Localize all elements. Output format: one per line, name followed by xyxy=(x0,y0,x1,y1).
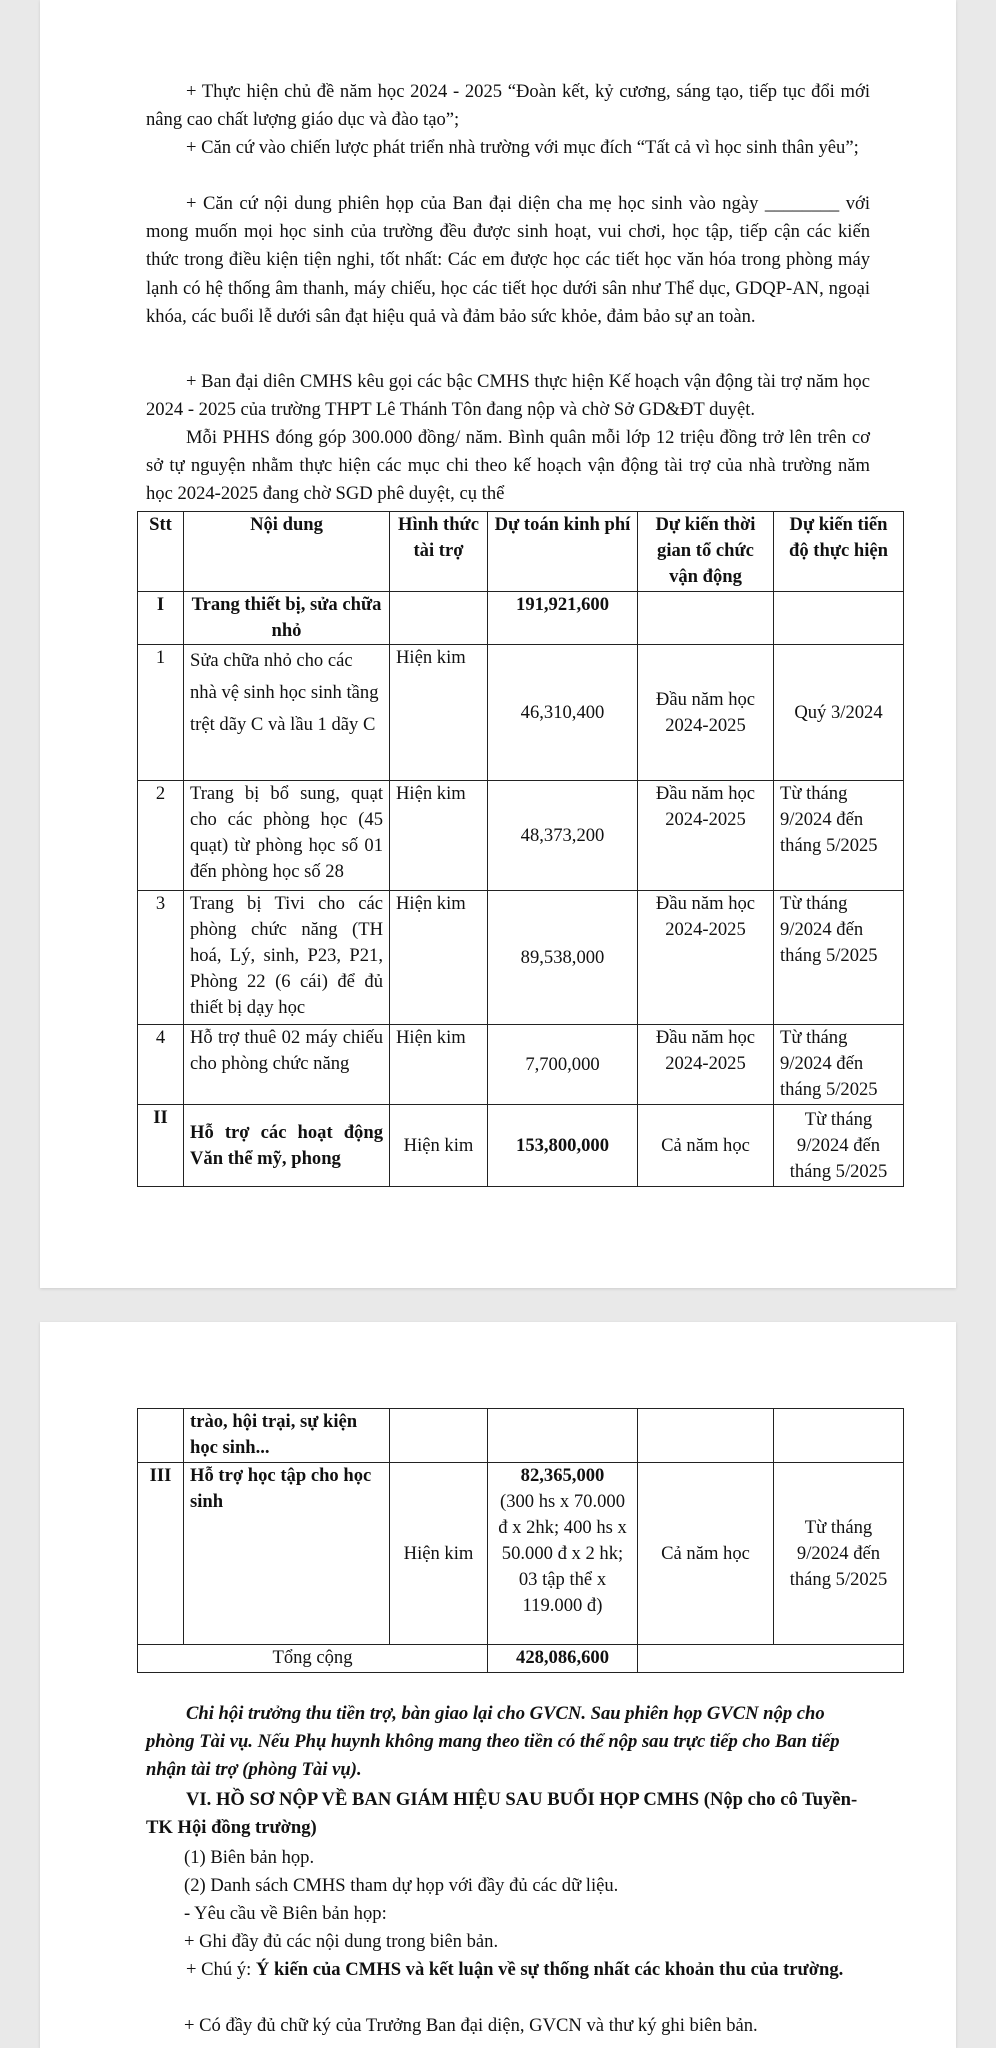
header-content: Nội dung xyxy=(184,512,390,592)
cell-time: Đầu năm học 2024-2025 xyxy=(638,891,774,1025)
intro-paragraph-2: + Căn cứ vào chiến lược phát triển nhà trường với mục đích “Tất cả vì học sinh thân yêu”; xyxy=(186,137,859,158)
cell-stt: III xyxy=(138,1463,184,1645)
cell-cost: 48,373,200 xyxy=(488,781,638,891)
cell-form: Hiện kim xyxy=(390,891,488,1025)
cell-form: Hiện kim xyxy=(390,645,488,781)
cell-progress: Từ tháng 9/2024 đến tháng 5/2025 xyxy=(774,1463,904,1645)
cell-form: Hiện kim xyxy=(390,1105,488,1187)
requirement-2-prefix: + Chú ý: xyxy=(186,1959,256,1980)
cell-time: Cả năm học xyxy=(638,1105,774,1187)
requirement-1: + Ghi đầy đủ các nội dung trong biên bản. xyxy=(184,1931,499,1952)
cell-stt: II xyxy=(138,1105,184,1187)
collection-note: Chi hội trưởng thu tiền trợ, bàn giao lại cho GVCN. Sau phiên họp GVCN nộp cho phòng Tài vụ. Nếu Phụ huynh không mang theo tiền có thể nộp sau trực tiếp cho Ban tiếp nhận tài trợ (phòng Tài vụ). xyxy=(146,1703,840,1780)
total-value: 428,086,600 xyxy=(488,1645,638,1673)
cell-time: Đầu năm học 2024-2025 xyxy=(638,781,774,891)
cell-time: Đầu năm học 2024-2025 xyxy=(638,1025,774,1105)
cell-stt: 4 xyxy=(138,1025,184,1105)
cell-cost: 7,700,000 xyxy=(488,1025,638,1105)
section-6-requirements: - Yêu cầu về Biên bản họp: xyxy=(184,1903,387,1924)
requirement-2-emphasis: Ý kiến của CMHS và kết luận về sự thống nhất các khoản thu của trường. xyxy=(255,1959,844,1980)
cell-form: Hiện kim xyxy=(390,1025,488,1105)
header-cost: Dự toán kinh phí xyxy=(488,512,638,592)
section-6-item-2: (2) Danh sách CMHS tham dự họp với đầy đủ các dữ liệu. xyxy=(184,1875,619,1896)
cell-content: Sửa chữa nhỏ cho các nhà vệ sinh học sinh tầng trệt dãy C và lầu 1 dãy C xyxy=(184,645,390,781)
table-row xyxy=(138,645,904,781)
header-progress: Dự kiến tiến độ thực hiện xyxy=(774,512,904,592)
cell-form: Hiện kim xyxy=(390,1463,488,1645)
total-empty xyxy=(638,1645,904,1673)
header-time: Dự kiến thời gian tổ chức vận động xyxy=(638,512,774,592)
table-row xyxy=(138,592,904,645)
table-row xyxy=(138,1105,904,1187)
cell-time: Cả năm học xyxy=(638,1463,774,1645)
cell-content: Hỗ trợ học tập cho học sinh xyxy=(184,1463,390,1645)
cell-stt: 3 xyxy=(138,891,184,1025)
cell-form xyxy=(390,592,488,645)
intro-paragraph-1: + Thực hiện chủ đề năm học 2024 - 2025 “Đoàn kết, kỷ cương, sáng tạo, tiếp tục đổi mới nâng cao chất lượng giáo dục và đào tạo”; xyxy=(146,81,870,130)
cell-cost: 191,921,600 xyxy=(488,592,638,645)
cell-time xyxy=(638,1409,774,1463)
cell-content: trào, hội trại, sự kiện học sinh... xyxy=(184,1409,390,1463)
table-row xyxy=(138,781,904,891)
table-header-row xyxy=(138,512,904,592)
header-stt: Stt xyxy=(138,512,184,592)
cell-progress: Từ tháng 9/2024 đến tháng 5/2025 xyxy=(774,781,904,891)
cell-time xyxy=(638,592,774,645)
cell-stt: 1 xyxy=(138,645,184,781)
table-row xyxy=(138,1409,904,1463)
sponsorship-table-continued xyxy=(137,1408,904,1673)
cell-cost: 89,538,000 xyxy=(488,891,638,1025)
table-row xyxy=(138,1463,904,1645)
cell-form: Hiện kim xyxy=(390,781,488,891)
cell-progress xyxy=(774,592,904,645)
cell-content: Trang bị bổ sung, quạt cho các phòng học (45 quạt) từ phòng học số 01 đến phòng học số 28 xyxy=(184,781,390,891)
cell-stt: 2 xyxy=(138,781,184,891)
cost-detail: (300 hs x 70.000 đ x 2hk; 400 hs x 50.000 đ x 2 hk; 03 tập thể x 119.000 đ) xyxy=(498,1491,627,1616)
requirement-3: + Có đầy đủ chữ ký của Trưởng Ban đại diện, GVCN và thư ký ghi biên bản. xyxy=(184,2015,758,2036)
section-6-item-1: (1) Biên bản họp. xyxy=(184,1847,315,1868)
cell-progress: Từ tháng 9/2024 đến tháng 5/2025 xyxy=(774,1025,904,1105)
table-row xyxy=(138,891,904,1025)
table-total-row xyxy=(138,1645,904,1673)
cell-progress xyxy=(774,1409,904,1463)
intro-paragraph-4: + Ban đại diên CMHS kêu gọi các bậc CMHS thực hiện Kế hoạch vận động tài trợ năm học 2024 - 2025 của trường THPT Lê Thánh Tôn đang nộp và chờ Sở GD&ĐT duyệt. xyxy=(146,371,870,420)
cell-cost xyxy=(488,1463,638,1645)
cell-content: Trang bị Tivi cho các phòng chức năng (TH hoá, Lý, sinh, P23, P21, Phòng 22 (6 cái) để đủ thiết bị dạy học xyxy=(184,891,390,1025)
sponsorship-table xyxy=(137,511,904,1187)
table-row xyxy=(138,1025,904,1105)
intro-paragraph-5: Mỗi PHHS đóng góp 300.000 đồng/ năm. Bình quân mỗi lớp 12 triệu đồng trở lên trên cơ sở tự nguyện nhằm thực hiện các mục chi theo kế hoạch vận động tài trợ của nhà trường năm học 2024-2025 đang chờ SGD phê duyệt, cụ thể xyxy=(146,427,870,504)
cell-content: Hỗ trợ các hoạt động Văn thể mỹ, phong xyxy=(184,1105,390,1187)
cell-stt xyxy=(138,1409,184,1463)
requirement-2 xyxy=(146,1956,870,1984)
cell-progress: Quý 3/2024 xyxy=(774,645,904,781)
cell-cost xyxy=(488,1409,638,1463)
cell-progress: Từ tháng 9/2024 đến tháng 5/2025 xyxy=(774,891,904,1025)
cell-cost: 46,310,400 xyxy=(488,645,638,781)
cell-form xyxy=(390,1409,488,1463)
cell-stt: I xyxy=(138,592,184,645)
total-label: Tổng cộng xyxy=(138,1645,488,1673)
section-6-title: VI. HỒ SƠ NỘP VỀ BAN GIÁM HIỆU SAU BUỔI HỌP CMHS (Nộp cho cô Tuyền- TK Hội đồng trường) xyxy=(146,1789,858,1838)
cell-content: Hỗ trợ thuê 02 máy chiếu cho phòng chức năng xyxy=(184,1025,390,1105)
cost-value: 82,365,000 xyxy=(520,1465,605,1486)
intro-paragraph-3: + Căn cứ nội dung phiên họp của Ban đại diện cha mẹ học sinh vào ngày ________ với mong muốn mọi học sinh của trường đều được sinh hoạt, vui chơi, học tập, tiếp cận các kiến thức trong điều kiện tiện nghi, tốt nhất: Các em được học các tiết học văn hóa trong phòng máy lạnh có hệ thống âm thanh, máy chiếu, học các tiết học dưới sân như Thể dục, GDQP-AN, ngoại khóa, các buổi lễ dưới sân đạt hiệu quả và đảm bảo sức khỏe, đảm bảo sự an toàn. xyxy=(146,193,870,327)
cell-progress: Từ tháng 9/2024 đến tháng 5/2025 xyxy=(774,1105,904,1187)
cell-cost: 153,800,000 xyxy=(488,1105,638,1187)
cell-time: Đầu năm học 2024-2025 xyxy=(638,645,774,781)
header-form: Hình thức tài trợ xyxy=(390,512,488,592)
cell-content: Trang thiết bị, sửa chữa nhỏ xyxy=(184,592,390,645)
